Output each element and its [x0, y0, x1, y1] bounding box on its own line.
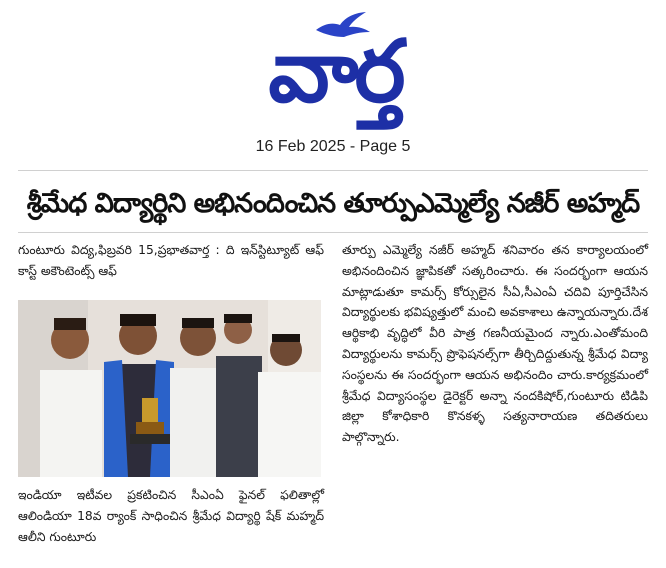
article-photo: [18, 300, 321, 477]
edition-date: 16 Feb 2025 - Page 5: [255, 138, 411, 155]
logo-wordmark: వార్త: [268, 22, 402, 122]
newspaper-logo: [222, 8, 448, 128]
article-column-left-top: [18, 240, 324, 282]
divider: [18, 232, 648, 233]
divider: [18, 170, 648, 171]
article-column-right: [342, 240, 648, 448]
article-paragraph: గుంటూరు విద్య,ఫిబ్రవరి 15,ప్రభాతవార్త : ది ఇన్‌స్టిట్యూట్ ఆఫ్ కాస్ట్ అకౌంటెంట్స్ ఆఫ్: [18, 243, 324, 278]
article-paragraph: తూర్పు ఎమ్మెల్యే నజీర్ అహ్మద్ శనివారం తన కార్యాలయంలో అభినందించిన జ్ఞాపికతో సత్కరించారు. ఈ సందర్భంగా ఆయన మాట్లాడుతూ కామర్స్ కోర్సులైన సీఏ,సీఎంఏ చదివి పూర్తిచేసిన విద్యార్థులకు భవిష్యత్తులో మంచి అవకాశాలు ఉన్నాయన్నారు.దేశ ఆర్థికాభి వృద్ధిలో వీరి పాత్ర గణనీయమైంద న్నారు.ఎంతోమంది విద్యార్థులను కామర్స్ ప్రొఫెషనల్స్‌గా తీర్చిదిద్దుతున్న శ్రీమేధ విద్యా సంస్థలను ఈ సందర్భంగా ఆయన అభినందిం చారు.కార్యక్రమంలో శ్రీమేధ విద్యాసంస్థల డైరెక్టర్ అన్నా నందకిషోర్,గుంటూరు టిడిపి జిల్లా కోశాధికారి కొనకళ్ళ సత్యనారాయణ తదితరులు పాల్గొన్నారు.: [342, 243, 648, 445]
masthead: [0, 0, 666, 155]
article-column-left-bottom: [18, 485, 324, 547]
article-headline: శ్రీమేధ విద్యార్థిని అభినందించిన తూర్పుఎమ్మెల్యే నజీర్ అహ్మద్: [26, 188, 640, 219]
article-paragraph: ఇండియా ఇటీవల ప్రకటించిన సీఎంఏ ఫైనల్ ఫలితాల్లో ఆలిండియా 18వ ర్యాంక్ సాధించిన శ్రీమేధ విద్యార్థి షేక్ మహ్మద్ ఆలీని గుంటూరు: [18, 488, 324, 544]
photo-illustration: [18, 300, 321, 477]
